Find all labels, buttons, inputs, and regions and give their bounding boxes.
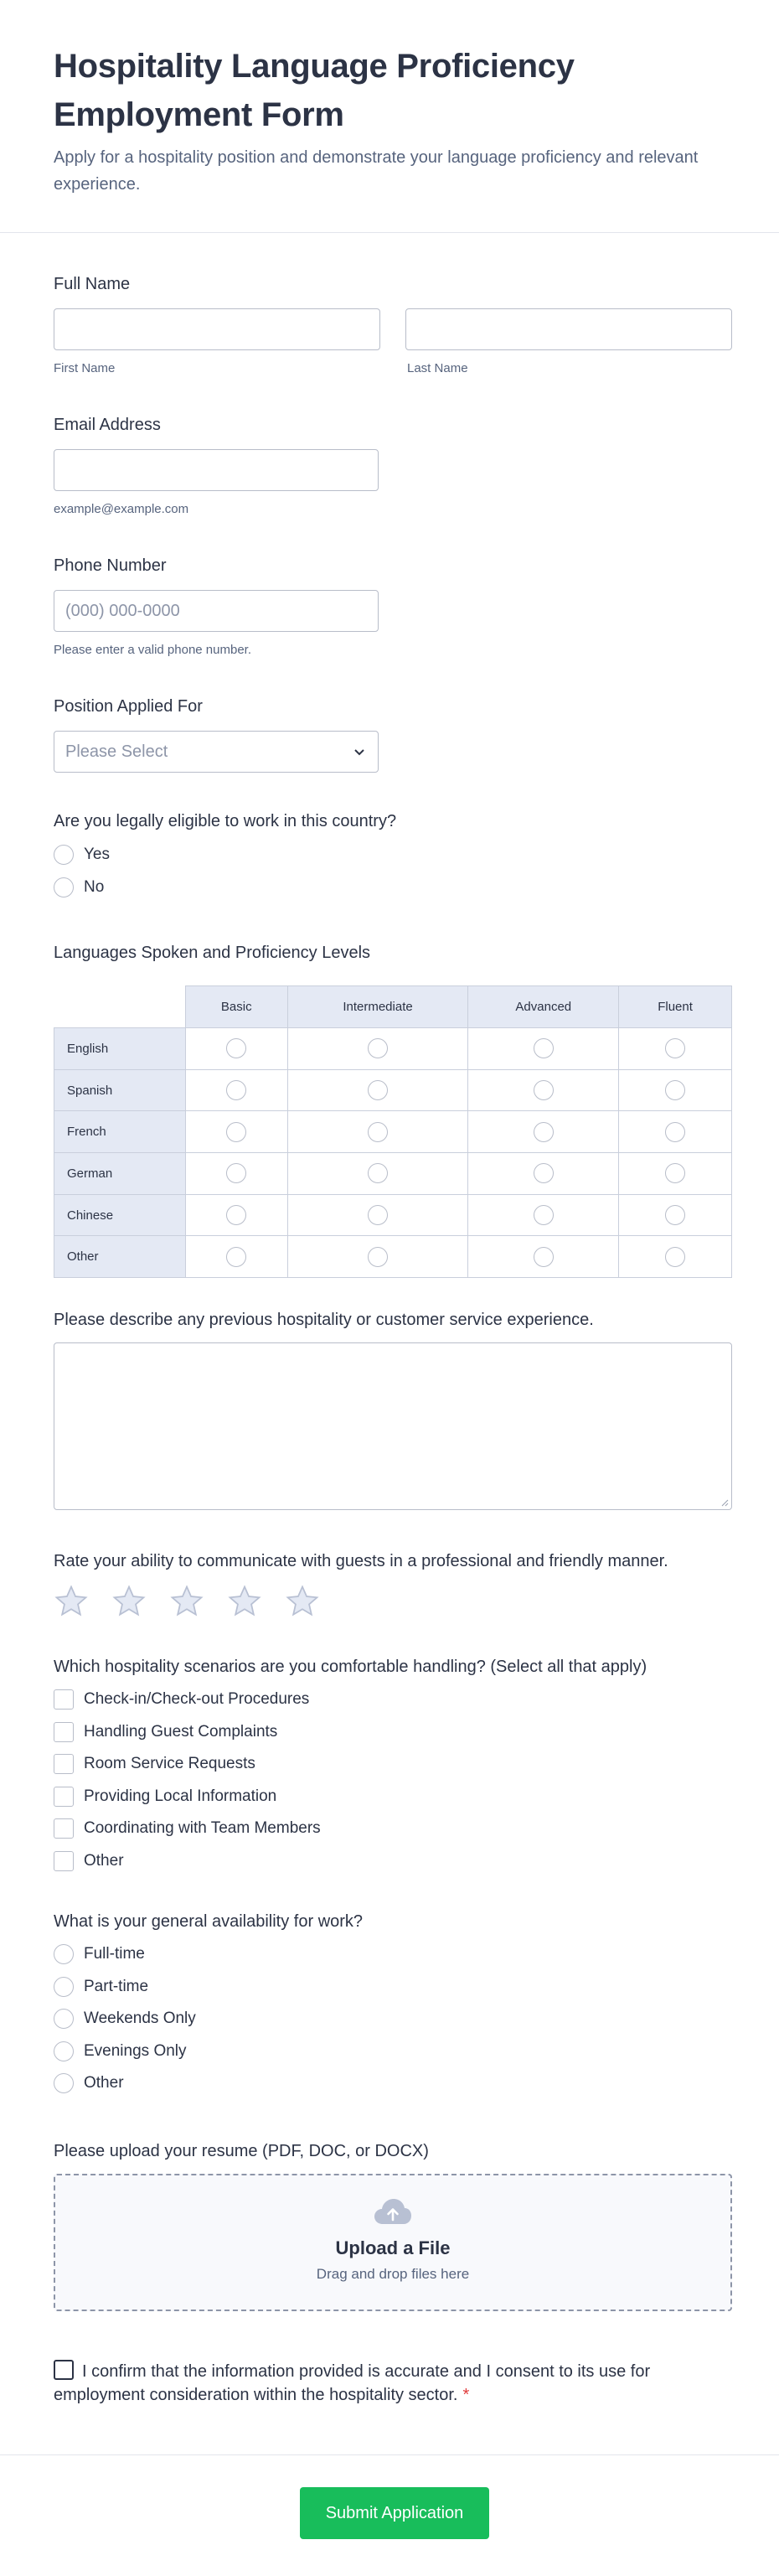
- scenarios-label: Which hospitality scenarios are you comfortable handling? (Select all that apply): [54, 1658, 647, 1676]
- matrix-row-header: French: [54, 1111, 186, 1153]
- matrix-row: [54, 1236, 732, 1278]
- matrix-row: [54, 1153, 732, 1195]
- matrix-row: [54, 1028, 732, 1070]
- radio-button[interactable]: [665, 1205, 685, 1225]
- matrix-cell[interactable]: [468, 1111, 619, 1153]
- form-subtitle: Apply for a hospitality position and demonstrate your language proficiency and relevant experience.: [54, 148, 699, 194]
- availability-option[interactable]: [54, 1944, 145, 1964]
- option-label: Room Service Requests: [84, 1755, 255, 1772]
- radio-button[interactable]: [534, 1122, 554, 1142]
- email-sublabel: example@example.com: [54, 502, 189, 516]
- matrix-cell[interactable]: [619, 1194, 732, 1236]
- star-icon[interactable]: [227, 1584, 262, 1619]
- matrix-cell[interactable]: [619, 1069, 732, 1111]
- star-icon[interactable]: [54, 1584, 89, 1619]
- option-label: No: [84, 878, 105, 896]
- star-icon[interactable]: [285, 1584, 320, 1619]
- radio-button[interactable]: [368, 1122, 388, 1142]
- matrix-cell[interactable]: [287, 1194, 468, 1236]
- languages-label: Languages Spoken and Proficiency Levels: [54, 944, 371, 962]
- matrix-cell[interactable]: [619, 1236, 732, 1278]
- matrix-cell[interactable]: [468, 1028, 619, 1070]
- matrix-corner: [54, 986, 186, 1028]
- form-header: [0, 0, 779, 233]
- radio-button[interactable]: [368, 1205, 388, 1225]
- matrix-row-header: Chinese: [54, 1194, 186, 1236]
- availability-option[interactable]: [54, 2041, 187, 2061]
- form-title: Hospitality Language Proficiency Employment Form: [54, 48, 575, 133]
- radio-button[interactable]: [226, 1247, 246, 1267]
- matrix-row-header: German: [54, 1153, 186, 1195]
- radio-button[interactable]: [534, 1205, 554, 1225]
- matrix-cell[interactable]: [619, 1153, 732, 1195]
- phone-label: Phone Number: [54, 556, 167, 575]
- matrix-cell[interactable]: [287, 1236, 468, 1278]
- position-label: Position Applied For: [54, 697, 203, 716]
- rating-label: Rate your ability to communicate with guests in a professional and friendly manner.: [54, 1552, 668, 1570]
- form-footer: [0, 2454, 779, 2576]
- last-name-sublabel: Last Name: [407, 361, 468, 375]
- availability-label: What is your general availability for work?: [54, 1912, 364, 1931]
- option-label: Full-time: [84, 1945, 145, 1963]
- radio-button[interactable]: [665, 1080, 685, 1100]
- option-label: Yes: [84, 846, 110, 863]
- scenario-option[interactable]: [54, 1754, 255, 1774]
- matrix-row-header: Other: [54, 1236, 186, 1278]
- matrix-cell[interactable]: [287, 1111, 468, 1153]
- eligibility-label: Are you legally eligible to work in this country?: [54, 812, 397, 830]
- option-label: Handling Guest Complaints: [84, 1723, 278, 1741]
- matrix-column-header: Advanced: [468, 986, 619, 1028]
- radio-button[interactable]: [226, 1122, 246, 1142]
- radio-button[interactable]: [54, 1977, 74, 1997]
- resume-section: [54, 2140, 732, 2316]
- radio-button[interactable]: [226, 1080, 246, 1100]
- option-label: Check-in/Check-out Procedures: [84, 1690, 310, 1708]
- position-select[interactable]: [54, 731, 379, 773]
- eligibility-section: [54, 810, 732, 903]
- radio-button[interactable]: [665, 1163, 685, 1183]
- resume-label: Please upload your resume (PDF, DOC, or DOCX): [54, 2142, 429, 2160]
- star-icon[interactable]: [169, 1584, 204, 1619]
- availability-option[interactable]: [54, 2009, 196, 2029]
- languages-section: [54, 942, 732, 1277]
- radio-button[interactable]: [665, 1038, 685, 1058]
- checkbox[interactable]: [54, 1818, 74, 1839]
- cloud-upload-icon: [373, 2196, 413, 2229]
- phone-input[interactable]: (000) 000-0000: [54, 590, 379, 632]
- phone-sublabel: Please enter a valid phone number.: [54, 643, 251, 657]
- option-label: Part-time: [84, 1978, 149, 1995]
- matrix-cell[interactable]: [185, 1028, 287, 1070]
- star-icon[interactable]: [111, 1584, 147, 1619]
- radio-button[interactable]: [368, 1247, 388, 1267]
- matrix-cell[interactable]: [619, 1028, 732, 1070]
- availability-option[interactable]: [54, 2073, 124, 2093]
- radio-button[interactable]: [54, 877, 74, 897]
- upload-hint: Drag and drop files here: [316, 2266, 470, 2282]
- position-section: [54, 696, 732, 779]
- first-name-input[interactable]: [54, 308, 380, 350]
- required-mark: *: [462, 2386, 470, 2404]
- email-input[interactable]: [54, 449, 379, 491]
- option-label: Other: [84, 2074, 124, 2092]
- matrix-cell[interactable]: [468, 1069, 619, 1111]
- matrix-row-header: Spanish: [54, 1069, 186, 1111]
- radio-button[interactable]: [54, 1944, 74, 1964]
- matrix-column-header: Basic: [185, 986, 287, 1028]
- radio-button[interactable]: [368, 1163, 388, 1183]
- scenario-option[interactable]: [54, 1851, 124, 1871]
- first-name-sublabel: First Name: [54, 361, 116, 375]
- option-label: Evenings Only: [84, 2042, 187, 2060]
- matrix-column-header: Fluent: [619, 986, 732, 1028]
- option-label: Other: [84, 1852, 124, 1870]
- position-select-value: Please Select: [65, 742, 168, 761]
- matrix-cell[interactable]: [185, 1069, 287, 1111]
- eligibility-option-yes[interactable]: [54, 845, 110, 865]
- radio-button[interactable]: [534, 1247, 554, 1267]
- option-label: Weekends Only: [84, 2010, 196, 2027]
- upload-title: Upload a File: [335, 2237, 451, 2258]
- rating-section: [54, 1550, 732, 1626]
- matrix-cell[interactable]: [287, 1028, 468, 1070]
- matrix-column-header: Intermediate: [287, 986, 468, 1028]
- option-label: Providing Local Information: [84, 1787, 277, 1805]
- radio-button[interactable]: [368, 1080, 388, 1100]
- full-name-label: Full Name: [54, 275, 131, 293]
- last-name-input[interactable]: [405, 308, 732, 350]
- full-name-section: [54, 273, 732, 382]
- email-label: Email Address: [54, 416, 161, 434]
- option-label: Coordinating with Team Members: [84, 1819, 321, 1837]
- consent-checkbox[interactable]: [54, 2360, 74, 2380]
- file-upload-dropzone[interactable]: [54, 2174, 732, 2311]
- radio-button[interactable]: [54, 2009, 74, 2029]
- scenario-option[interactable]: [54, 1787, 276, 1807]
- radio-button[interactable]: [226, 1163, 246, 1183]
- matrix-cell[interactable]: [468, 1153, 619, 1195]
- radio-button[interactable]: [665, 1122, 685, 1142]
- availability-option[interactable]: [54, 1977, 148, 1997]
- experience-label: Please describe any previous hospitality or customer service experience.: [54, 1311, 594, 1329]
- checkbox[interactable]: [54, 1722, 74, 1742]
- matrix-cell[interactable]: [185, 1236, 287, 1278]
- radio-button[interactable]: [368, 1038, 388, 1058]
- proficiency-matrix: [54, 985, 732, 1278]
- scenarios-section: [54, 1656, 732, 1874]
- radio-button[interactable]: [226, 1038, 246, 1058]
- matrix-cell[interactable]: [468, 1236, 619, 1278]
- matrix-row-header: English: [54, 1028, 186, 1070]
- resize-grip-icon[interactable]: [720, 1498, 729, 1507]
- checkbox[interactable]: [54, 1787, 74, 1807]
- chevron-down-icon: [351, 743, 368, 760]
- radio-button[interactable]: [54, 2041, 74, 2061]
- phone-section: [54, 555, 732, 664]
- matrix-row: [54, 1194, 732, 1236]
- checkbox[interactable]: [54, 1754, 74, 1774]
- radio-button[interactable]: [665, 1247, 685, 1267]
- matrix-cell[interactable]: [287, 1069, 468, 1111]
- scenario-option[interactable]: [54, 1689, 309, 1710]
- radio-button[interactable]: [226, 1205, 246, 1225]
- star-rating: [54, 1584, 343, 1619]
- eligibility-option-no[interactable]: [54, 877, 104, 897]
- radio-button[interactable]: [54, 2073, 74, 2093]
- matrix-cell[interactable]: [185, 1194, 287, 1236]
- matrix-row: [54, 1069, 732, 1111]
- submit-button[interactable]: Submit Application: [300, 2487, 489, 2539]
- matrix-row: [54, 1111, 732, 1153]
- checkbox[interactable]: [54, 1689, 74, 1710]
- consent-section: [54, 2360, 673, 2407]
- email-section: [54, 414, 732, 523]
- matrix-cell[interactable]: [619, 1111, 732, 1153]
- matrix-cell[interactable]: [185, 1153, 287, 1195]
- matrix-cell[interactable]: [185, 1111, 287, 1153]
- scenario-option[interactable]: [54, 1722, 277, 1742]
- experience-textarea[interactable]: [54, 1342, 732, 1510]
- radio-button[interactable]: [534, 1163, 554, 1183]
- matrix-cell[interactable]: [287, 1153, 468, 1195]
- availability-section: [54, 1911, 732, 2095]
- radio-button[interactable]: [534, 1038, 554, 1058]
- experience-section: [54, 1309, 732, 1518]
- consent-text: I confirm that the information provided is accurate and I consent to its use for employment consideration within the hospitality sector.: [54, 2362, 651, 2404]
- scenario-option[interactable]: [54, 1818, 321, 1839]
- radio-button[interactable]: [54, 845, 74, 865]
- radio-button[interactable]: [534, 1080, 554, 1100]
- checkbox[interactable]: [54, 1851, 74, 1871]
- matrix-cell[interactable]: [468, 1194, 619, 1236]
